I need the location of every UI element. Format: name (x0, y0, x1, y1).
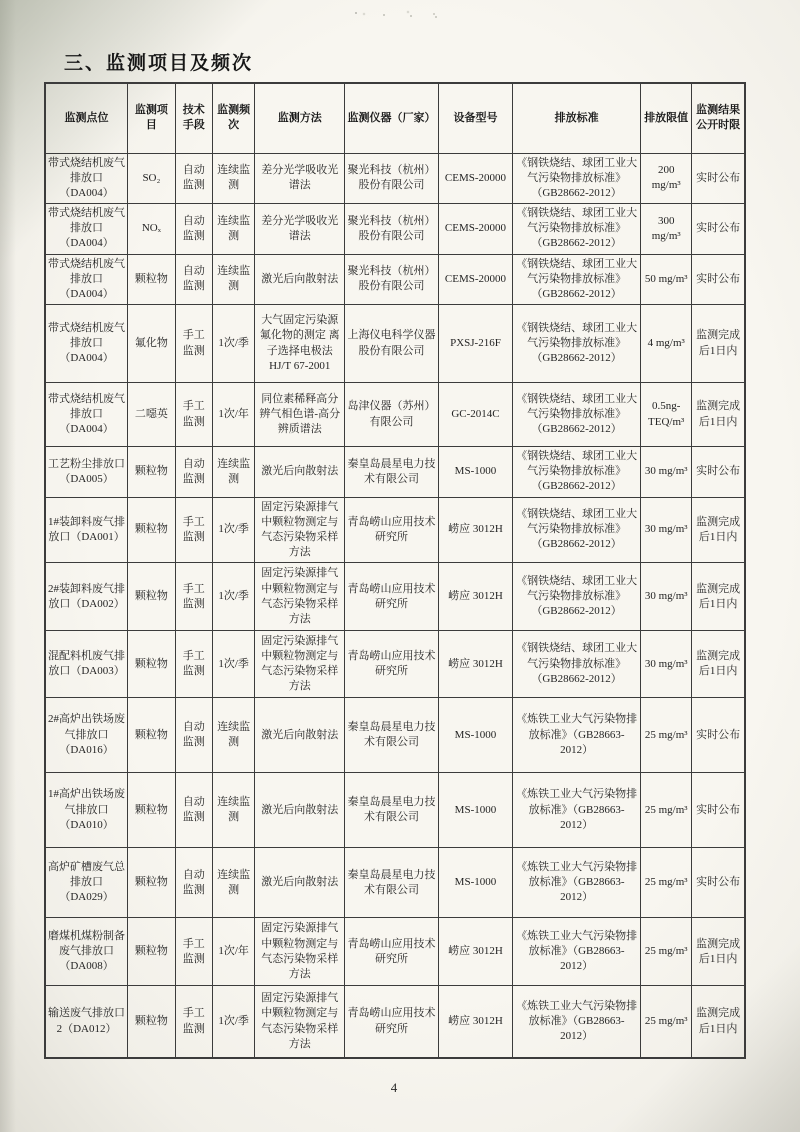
table-cell: 25 mg/m³ (641, 848, 692, 918)
table-cell: 自动监测 (175, 773, 212, 848)
table-cell: 聚光科技（杭州）股份有限公司 (345, 153, 439, 204)
table-row (45, 254, 745, 305)
table-cell: 1次/季 (212, 497, 255, 563)
table-cell: 1#装卸料废气排放口（DA001） (45, 497, 128, 563)
table-cell: 磨煤机煤粉制备废气排放口（DA008） (45, 918, 128, 986)
table-cell: 200 mg/m³ (641, 153, 692, 204)
table-cell: 自动监测 (175, 698, 212, 773)
table-cell: 《炼铁工业大气污染物排放标准》（GB28663-2012） (513, 773, 641, 848)
column-header: 监测项目 (128, 83, 176, 153)
table-row (45, 383, 745, 447)
table-cell: 自动监测 (175, 153, 212, 204)
table-cell: 连续监测 (212, 204, 255, 255)
table-cell: SO₂ (128, 153, 176, 204)
table-cell: 激光后向散射法 (255, 447, 345, 498)
table-cell: 手工监测 (175, 563, 212, 631)
table-cell: 监测完成后1日内 (692, 497, 745, 563)
table-cell: 高炉矿槽废气总排放口（DA029） (45, 848, 128, 918)
table-cell: 《钢铁烧结、球团工业大气污染物排放标准》（GB28662-2012） (513, 447, 641, 498)
column-header: 监测频次 (212, 83, 255, 153)
table-cell: 实时公布 (692, 204, 745, 255)
column-header: 技术手段 (175, 83, 212, 153)
table-cell: 颗粒物 (128, 698, 176, 773)
table-row (45, 698, 745, 773)
table-cell: 工艺粉尘排放口（DA005） (45, 447, 128, 498)
table-cell: 连续监测 (212, 153, 255, 204)
table-cell: 1次/季 (212, 305, 255, 383)
table-cell: 颗粒物 (128, 986, 176, 1058)
table-cell: 激光后向散射法 (255, 773, 345, 848)
table-cell: 秦皇岛晨星电力技术有限公司 (345, 447, 439, 498)
table-cell: 聚光科技（杭州）股份有限公司 (345, 204, 439, 255)
table-cell: 《钢铁烧结、球团工业大气污染物排放标准》（GB28662-2012） (513, 631, 641, 698)
table-cell: 25 mg/m³ (641, 986, 692, 1058)
table-cell: 《钢铁烧结、球团工业大气污染物排放标准》（GB28662-2012） (513, 563, 641, 631)
table-cell: 25 mg/m³ (641, 698, 692, 773)
table-cell: 秦皇岛晨星电力技术有限公司 (345, 773, 439, 848)
table-cell: 1次/季 (212, 563, 255, 631)
table-cell: 崂应 3012H (438, 631, 512, 698)
table-row (45, 563, 745, 631)
table-cell: 青岛崂山应用技术研究所 (345, 631, 439, 698)
table-cell: 激光后向散射法 (255, 698, 345, 773)
column-header: 监测方法 (255, 83, 345, 153)
table-row (45, 447, 745, 498)
table-cell: 实时公布 (692, 848, 745, 918)
table-cell: 激光后向散射法 (255, 254, 345, 305)
table-cell: 自动监测 (175, 254, 212, 305)
table-cell: 2#装卸料废气排放口（DA002） (45, 563, 128, 631)
table-cell: 颗粒物 (128, 254, 176, 305)
table-row (45, 918, 745, 986)
table-cell: 《钢铁烧结、球团工业大气污染物排放标准》（GB28662-2012） (513, 305, 641, 383)
table-cell: 上海仪电科学仪器股份有限公司 (345, 305, 439, 383)
table-cell: 实时公布 (692, 153, 745, 204)
table-cell: 连续监测 (212, 254, 255, 305)
table-cell: 颗粒物 (128, 447, 176, 498)
table-cell: 颗粒物 (128, 563, 176, 631)
table-cell: 《炼铁工业大气污染物排放标准》（GB28663-2012） (513, 848, 641, 918)
table-cell: 固定污染源排气中颗粒物测定与气态污染物采样方法 (255, 918, 345, 986)
table-cell: 连续监测 (212, 698, 255, 773)
table-cell: 《炼铁工业大气污染物排放标准》（GB28663-2012） (513, 986, 641, 1058)
table-cell: 青岛崂山应用技术研究所 (345, 497, 439, 563)
table-cell: 连续监测 (212, 773, 255, 848)
table-cell: 《钢铁烧结、球团工业大气污染物排放标准》（GB28662-2012） (513, 204, 641, 255)
scan-artifact (355, 12, 357, 14)
table-cell: 固定污染源排气中颗粒物测定与气态污染物采样方法 (255, 497, 345, 563)
table-cell: 差分光学吸收光谱法 (255, 204, 345, 255)
table-cell: 监测完成后1日内 (692, 986, 745, 1058)
section-title: 三、监测项目及频次 (64, 53, 254, 74)
table-cell: 手工监测 (175, 918, 212, 986)
table-cell: MS-1000 (438, 447, 512, 498)
table-row (45, 497, 745, 563)
table-cell: 手工监测 (175, 497, 212, 563)
table-cell: 同位素稀释高分辨气相色谱-高分辨质谱法 (255, 383, 345, 447)
table-cell: 自动监测 (175, 447, 212, 498)
table-row (45, 986, 745, 1058)
table-cell: 1#高炉出铁场废气排放口（DA010） (45, 773, 128, 848)
table-cell: 崂应 3012H (438, 986, 512, 1058)
table-cell: MS-1000 (438, 773, 512, 848)
column-header: 监测点位 (45, 83, 128, 153)
table-cell: 实时公布 (692, 254, 745, 305)
table-cell: 大气固定污染源 氟化物的测定 离子选择电极法 HJ/T 67-2001 (255, 305, 345, 383)
column-header: 监测仪器（厂家） (345, 83, 439, 153)
table-cell: 崂应 3012H (438, 497, 512, 563)
table-cell: 带式烧结机废气排放口（DA004） (45, 305, 128, 383)
table-cell: 青岛崂山应用技术研究所 (345, 986, 439, 1058)
table-cell: 固定污染源排气中颗粒物测定与气态污染物采样方法 (255, 563, 345, 631)
table-cell: 《钢铁烧结、球团工业大气污染物排放标准》（GB28662-2012） (513, 497, 641, 563)
table-cell: 手工监测 (175, 986, 212, 1058)
table-row (45, 153, 745, 204)
monitoring-table-body (45, 153, 745, 1058)
table-cell: 连续监测 (212, 848, 255, 918)
table-cell: 50 mg/m³ (641, 254, 692, 305)
page-number: 4 (390, 1080, 398, 1095)
table-cell: 1次/季 (212, 631, 255, 698)
table-cell: 秦皇岛晨星电力技术有限公司 (345, 698, 439, 773)
table-cell: 25 mg/m³ (641, 773, 692, 848)
table-cell: MS-1000 (438, 698, 512, 773)
column-header: 排放限值 (641, 83, 692, 153)
table-cell: 30 mg/m³ (641, 447, 692, 498)
table-cell: GC-2014C (438, 383, 512, 447)
table-cell: 带式烧结机废气排放口（DA004） (45, 153, 128, 204)
table-cell: 带式烧结机废气排放口（DA004） (45, 383, 128, 447)
table-cell: 2#高炉出铁场废气排放口（DA016） (45, 698, 128, 773)
table-cell: 《炼铁工业大气污染物排放标准》（GB28663-2012） (513, 698, 641, 773)
table-cell: PXSJ-216F (438, 305, 512, 383)
table-cell: 自动监测 (175, 848, 212, 918)
table-cell: 30 mg/m³ (641, 563, 692, 631)
table-row (45, 305, 745, 383)
table-cell: 监测完成后1日内 (692, 305, 745, 383)
table-cell: 实时公布 (692, 773, 745, 848)
table-cell: 激光后向散射法 (255, 848, 345, 918)
table-cell: 监测完成后1日内 (692, 383, 745, 447)
table-cell: 1次/季 (212, 986, 255, 1058)
table-cell: 崂应 3012H (438, 918, 512, 986)
table-cell: 4 mg/m³ (641, 305, 692, 383)
table-cell: 25 mg/m³ (641, 918, 692, 986)
table-cell: 《钢铁烧结、球团工业大气污染物排放标准》（GB28662-2012） (513, 383, 641, 447)
table-cell: 手工监测 (175, 305, 212, 383)
table-cell: 青岛崂山应用技术研究所 (345, 563, 439, 631)
table-cell: NOₓ (128, 204, 176, 255)
table-cell: 输送废气排放口 2（DA012） (45, 986, 128, 1058)
column-header: 排放标准 (513, 83, 641, 153)
table-cell: 30 mg/m³ (641, 631, 692, 698)
table-cell: 颗粒物 (128, 497, 176, 563)
table-cell: 手工监测 (175, 631, 212, 698)
table-cell: 颗粒物 (128, 631, 176, 698)
table-cell: 实时公布 (692, 698, 745, 773)
table-cell: 固定污染源排气中颗粒物测定与气态污染物采样方法 (255, 631, 345, 698)
table-cell: 《钢铁烧结、球团工业大气污染物排放标准》（GB28662-2012） (513, 254, 641, 305)
table-header-row (45, 83, 745, 153)
table-cell: 颗粒物 (128, 848, 176, 918)
table-cell: CEMS-20000 (438, 254, 512, 305)
table-cell: 0.5ng-TEQ/m³ (641, 383, 692, 447)
table-cell: 连续监测 (212, 447, 255, 498)
table-cell: 氟化物 (128, 305, 176, 383)
table-cell: 1次/年 (212, 918, 255, 986)
table-cell: 颗粒物 (128, 773, 176, 848)
table-cell: 《炼铁工业大气污染物排放标准》（GB28663-2012） (513, 918, 641, 986)
table-cell: 《钢铁烧结、球团工业大气污染物排放标准》（GB28662-2012） (513, 153, 641, 204)
table-cell: 30 mg/m³ (641, 497, 692, 563)
table-cell: 监测完成后1日内 (692, 631, 745, 698)
table-cell: CEMS-20000 (438, 204, 512, 255)
table-cell: 监测完成后1日内 (692, 563, 745, 631)
table-cell: 崂应 3012H (438, 563, 512, 631)
table-cell: 实时公布 (692, 447, 745, 498)
table-cell: 岛津仪器（苏州）有限公司 (345, 383, 439, 447)
table-cell: 青岛崂山应用技术研究所 (345, 918, 439, 986)
table-cell: 监测完成后1日内 (692, 918, 745, 986)
table-row (45, 204, 745, 255)
table-cell: 混配料机废气排放口（DA003） (45, 631, 128, 698)
table-cell: 自动监测 (175, 204, 212, 255)
column-header: 监测结果公开时限 (692, 83, 745, 153)
table-row (45, 631, 745, 698)
column-header: 设备型号 (438, 83, 512, 153)
table-row (45, 848, 745, 918)
table-cell: 二噁英 (128, 383, 176, 447)
table-cell: 颗粒物 (128, 918, 176, 986)
table-cell: CEMS-20000 (438, 153, 512, 204)
table-cell: 手工监测 (175, 383, 212, 447)
table-row (45, 773, 745, 848)
table-cell: 秦皇岛晨星电力技术有限公司 (345, 848, 439, 918)
table-cell: 带式烧结机废气排放口（DA004） (45, 254, 128, 305)
table-cell: 1次/年 (212, 383, 255, 447)
table-cell: 固定污染源排气中颗粒物测定与气态污染物采样方法 (255, 986, 345, 1058)
monitoring-table (44, 82, 746, 1059)
table-cell: 300 mg/m³ (641, 204, 692, 255)
table-cell: 带式烧结机废气排放口（DA004） (45, 204, 128, 255)
table-cell: 差分光学吸收光谱法 (255, 153, 345, 204)
table-cell: MS-1000 (438, 848, 512, 918)
table-cell: 聚光科技（杭州）股份有限公司 (345, 254, 439, 305)
